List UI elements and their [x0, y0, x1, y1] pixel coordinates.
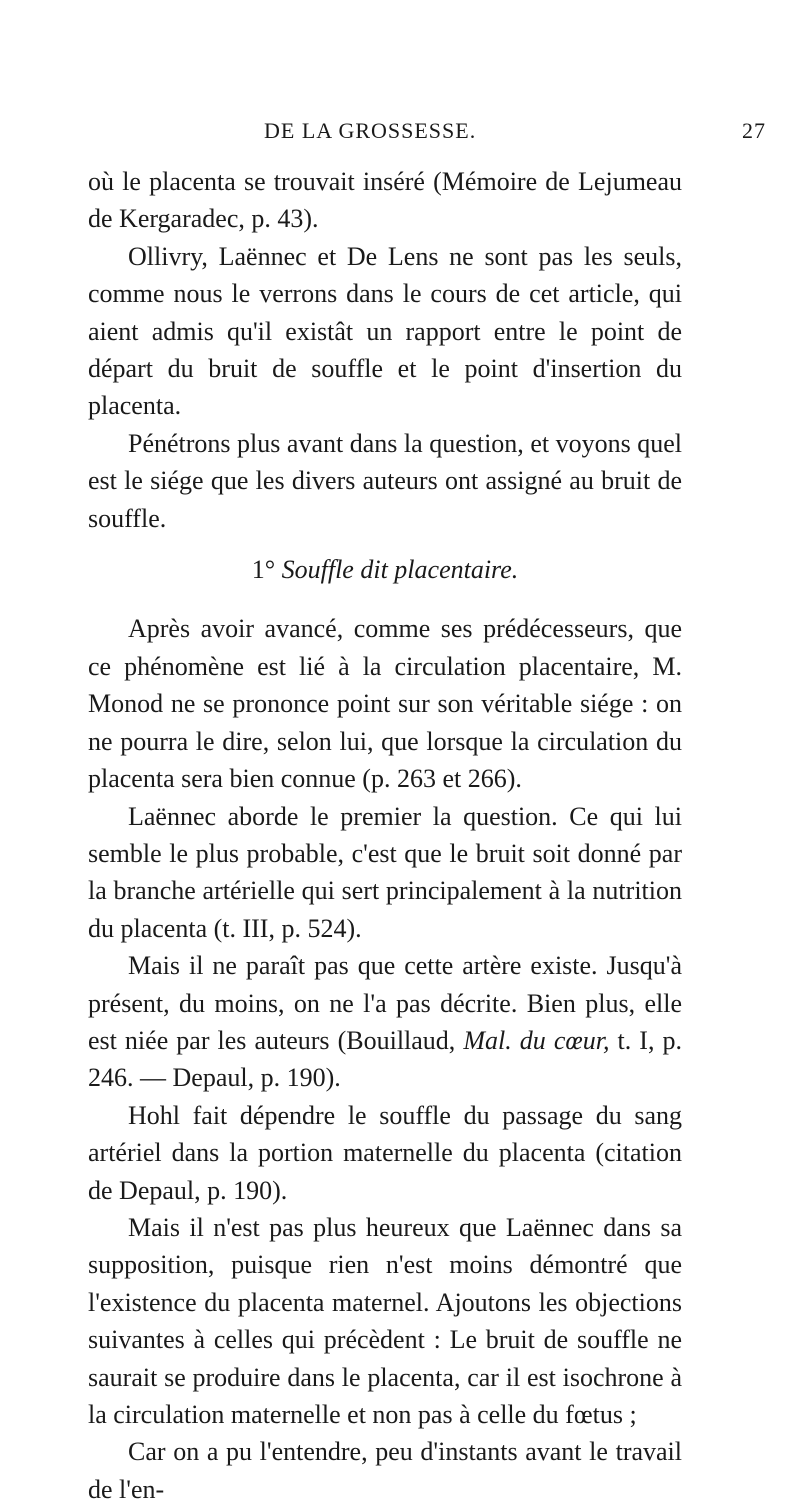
- paragraph-2: Ollivry, Laënnec et De Lens ne sont pas les seuls, comme nous le verrons dans le cours de cet article, qui aient admis qu'il existât un rapport entre le point de départ du bruit de souffle et le point d'insertion du placenta.: [88, 241, 682, 421]
- section-number: 1°: [251, 555, 276, 585]
- page-number: 27: [742, 118, 766, 143]
- paragraph-8: Mais il n'est pas plus heureux que Laënnec dans sa supposition, puisque rien n'est moins démontré que l'existence du placenta maternel. Ajoutons les objections suivantes à celles qui précèdent : Le bruit de souffle ne saurait se produire dans le placenta, car il est isochrone à la circulation maternelle et non pas à celle du fœtus ;: [88, 1212, 682, 1429]
- running-title: DE LA GROSSESSE.: [264, 118, 477, 143]
- paragraph-6: [88, 947, 682, 1097]
- page-body: [88, 163, 682, 1508]
- paragraph-5: Laënnec aborde le premier la question. Ce qui lui semble le plus probable, c'est que le bruit soit donné par la branche artérielle qui sert principalement à la nutrition du placenta (t. III, p. 524).: [88, 801, 682, 943]
- page-header: [0, 118, 800, 148]
- section-heading: [88, 551, 682, 588]
- paragraph-7: Hohl fait dépendre le souffle du passage du sang artériel dans la portion maternelle du placenta (citation de Depaul, p. 190).: [88, 1100, 682, 1205]
- paragraph-1: où le placenta se trouvait inséré (Mémoire de Lejumeau de Kergaradec, p. 43).: [88, 167, 682, 234]
- paragraph-9: Car on a pu l'entendre, peu d'instants avant le travail de l'en-: [88, 1437, 682, 1504]
- section-title: Souffle dit placentaire.: [281, 555, 519, 585]
- paragraph-6-text-b: t. I, p. 246. — Depaul, p. 190).: [88, 1025, 682, 1093]
- paragraph-4: Après avoir avancé, comme ses prédécesseurs, que ce phénomène est lié à la circulation placentaire, M. Monod ne se prononce point sur son véritable siége : on ne pourra le dire, selon lui, que lorsque la circulation du placenta sera bien connue (p. 263 et 266).: [88, 614, 682, 794]
- paragraph-6-text-a: Mais il ne paraît pas que cette artère existe. Jusqu'à présent, du moins, on ne l'a pas décrite. Bien plus, elle est niée par les auteurs (Bouillaud,: [88, 951, 682, 1055]
- paragraph-6-italic: Mal. du cœur,: [463, 1025, 610, 1055]
- paragraph-3: Pénétrons plus avant dans la question, et voyons quel est le siége que les divers auteurs ont assigné au bruit de souffle.: [88, 428, 682, 533]
